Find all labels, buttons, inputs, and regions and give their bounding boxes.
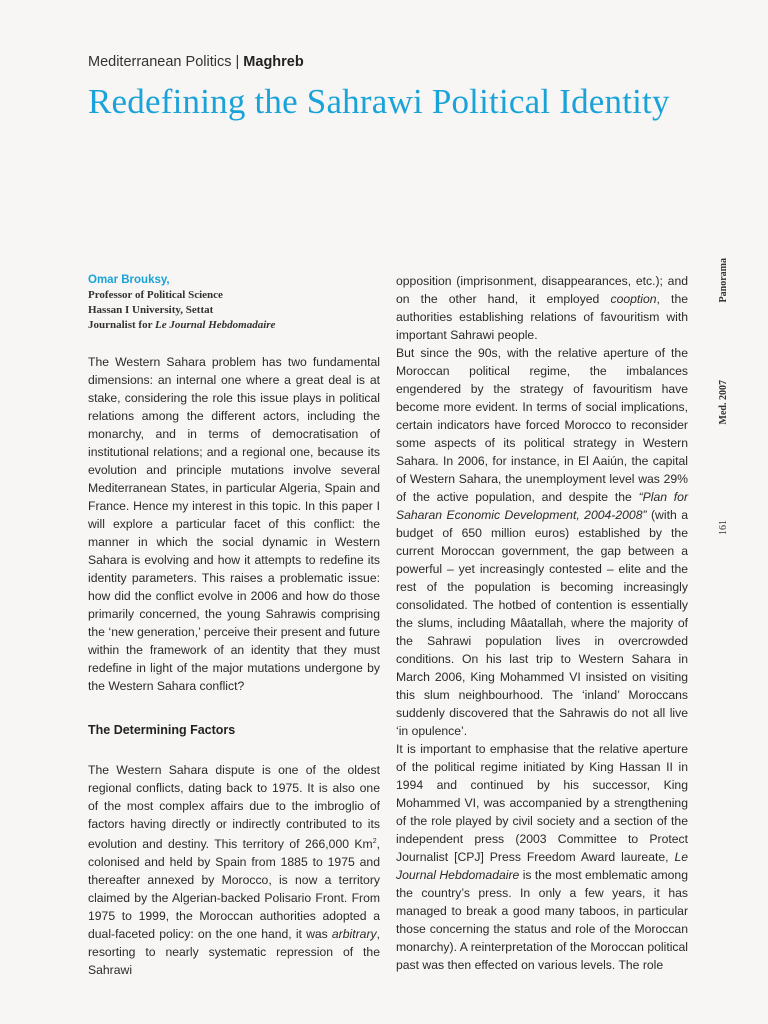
author-affiliation: Hassan I University, Settat [88, 304, 214, 316]
section-kicker [88, 54, 304, 70]
emphasis: arbitrary [331, 927, 377, 942]
text-run: It is important to emphasise that the relative aperture of the political regime initiated by King Hassan II in 1994 and continued by his successor, King Mohammed VI, was accompanied by a strengthening of the role played by civil society and a section of the independent press (2003 Committee to Protect Journalist [CPJ] Press Freedom Award laureate, [396, 742, 688, 864]
text-run: But since the 90s, with the relative aperture of the Moroccan political regime, the imbalances engendered by the strategy of favouritism have become more evident. In terms of social implications, certain indicators have forced Morocco to reconsider some aspects of its political strategy in Western Sahara. In 2006, for instance, in El Aaiún, the capital of Western Sahara, the unemployment level was 29% of the active population, and despite the [396, 346, 688, 504]
edition-year: 2007 [718, 380, 729, 400]
text-run: The Western Sahara dispute is one of the oldest regional conflicts, dating back to 1975. It is also one of the most complex affairs due to the imbroglio of factors having directly or indirectly contributed to its evolution and destiny. This territory of 266,000 Km [88, 763, 380, 852]
text-run: opposition (imprisonment, disappearances, etc.); and on the other hand, it employed [396, 274, 688, 306]
body-paragraph [396, 272, 688, 344]
section-label: Mediterranean Politics [88, 54, 232, 70]
right-column [396, 272, 688, 974]
emphasis: cooption [610, 292, 657, 306]
author-publication: Le Journal Hebdomadaire [155, 319, 276, 331]
body-paragraph [396, 740, 688, 974]
body-paragraph [88, 761, 380, 979]
section-separator: | [231, 54, 244, 70]
emphasis: “Plan for Saharan Economic Development, 2004-2008” [396, 490, 689, 522]
subsection-label: Maghreb [243, 54, 304, 70]
author-journalist-prefix: Journalist for [88, 319, 156, 331]
text-run: , resorting to nearly systematic repression of the Sahrawi [88, 927, 380, 978]
edition-prefix: Med. [718, 402, 729, 425]
intro-paragraph: The Western Sahara problem has two fundamental dimensions: an internal one where a great deal is at stake, considering the role this issue plays in political relations among the different actors, including the monarchy, and in terms of democratisation of institutional relations; and a regional one, because its evolution and principle mutations involve several Mediterranean States, in particular Algeria, Spain and France. Hence my interest in this topic. In this paper I will explore a particular facet of this conflict: the manner in which the social dynamic in Western Sahara is evolving and how it attempts to redefine its identity parameters. This raises a problematic issue: how did the conflict evolve in 2006 and how do those primarily concerned, the young Sahrawis comprising the ‘new generation,’ perceive their present and future within the framework of an identity that they must redefine in light of the major mutations undergone by the Western Sahara conflict? [88, 355, 380, 693]
text-run: (with a budget of 650 million euros) established by the current Moroccan government, the gap between a powerful – yet increasingly contested – elite and the rest of the population is becoming increasingly consolidated. The hotbed of contention is essentially the slums, including Mâatallah, where the majority of the Sahrawi population lives in overcrowded conditions. On his last trip to Western Sahara in March 2006, King Mohammed VI insisted on visiting this slum neighbourhood. The ‘inland’ Moroccans suddenly discovered that the Sahrawis do not all live ‘in opulence’. [396, 508, 688, 738]
author-name: Omar Brouksy, [88, 274, 170, 286]
article-title: Redefining the Sahrawi Political Identity [88, 82, 670, 121]
text-run: , colonised and held by Spain from 1885 to 1975 and thereafter annexed by Morocco, is now a territory claimed by the Algerian-backed Polisario Front. From 1975 to 1999, the Moroccan authorities adopted a dual-faceted policy: on the one hand, it was [88, 837, 380, 942]
text-run: is the most emblematic among the country’s press. In only a few years, it has managed to break a good many taboos, in particular those concerning the status and role of the Moroccan monarchy). A reinterpretation of the Moroccan political past was then effected on various levels. The role [396, 868, 688, 972]
journal-name: Panorama [718, 258, 729, 303]
author-position: Professor of Political Science [88, 289, 223, 301]
left-column [88, 272, 380, 979]
body-paragraph [396, 344, 688, 740]
section-heading: The Determining Factors [88, 723, 236, 737]
author-journalist [88, 318, 380, 333]
page-number: 161 [718, 520, 729, 535]
text-run: , the authorities establishing relations of favouritism with important Sahrawi people. [396, 292, 689, 342]
superscript: 2 [372, 838, 377, 845]
author-block [88, 272, 380, 333]
edition-label [718, 380, 729, 424]
emphasis: Le Journal Hebdomadaire [396, 850, 688, 882]
